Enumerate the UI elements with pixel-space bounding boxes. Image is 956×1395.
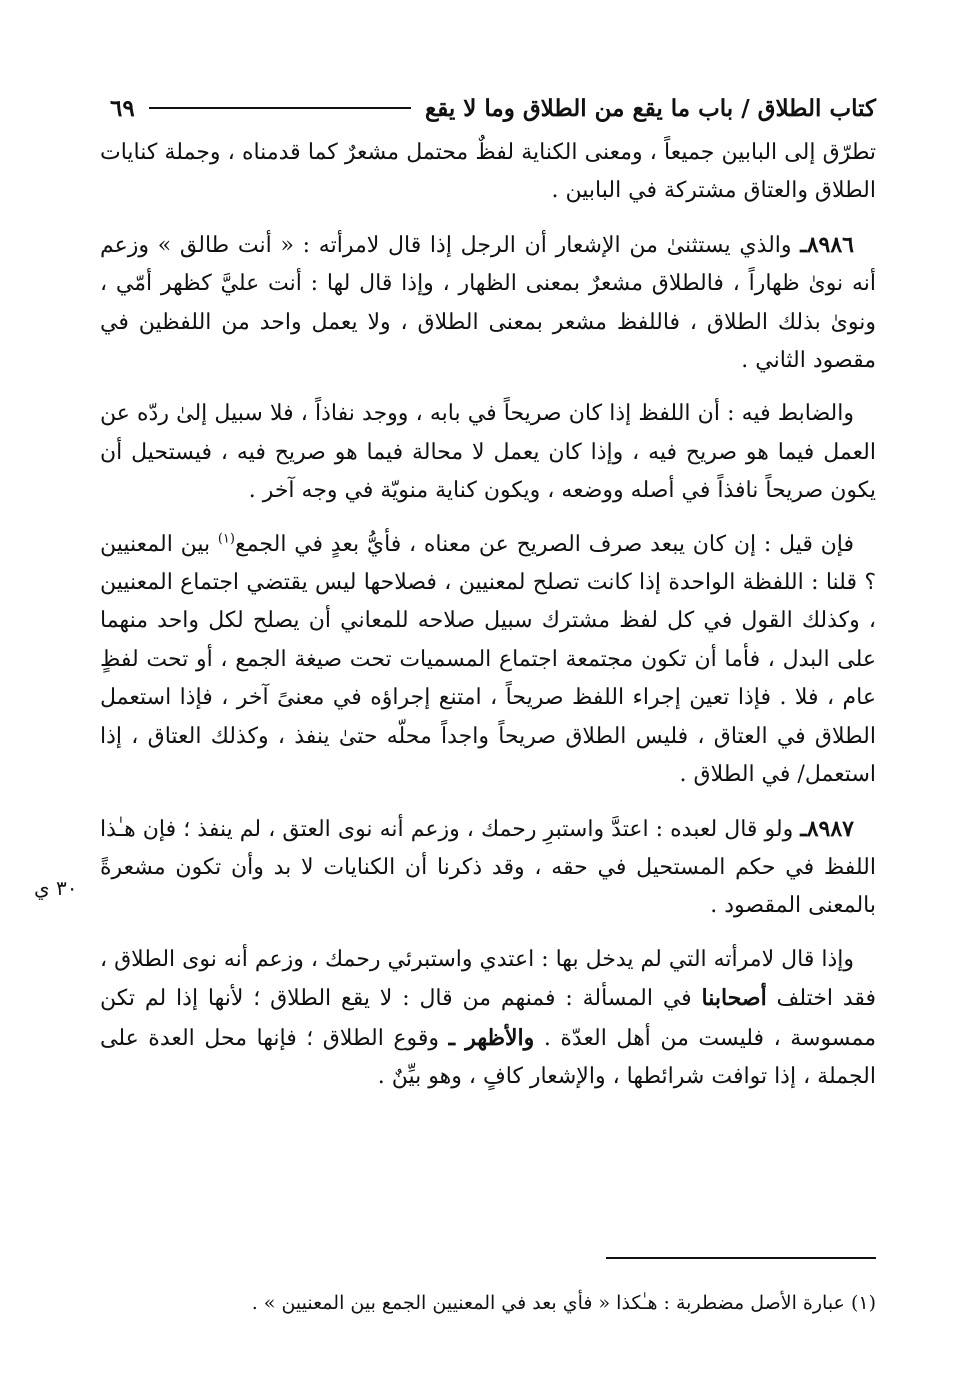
paragraph-text: تطرّق إلى البابين جميعاً ، ومعنى الكناية لفظٌ محتمل مشعرٌ كما قدمناه ، وجملة كنايات الطلاق والعتاق مشتركة في البابين . bbox=[100, 140, 876, 204]
footnote-separator bbox=[606, 1257, 876, 1259]
margin-note: ٣٠ ي bbox=[34, 876, 78, 900]
footnote-text: عبارة الأصل مضطربة : هـٰكذا « فأي بعد في المعنيين الجمع بين المعنيين » . bbox=[251, 1292, 845, 1314]
paragraph-text-end: وقوع الطلاق ؛ فإنها محل العدة على الجملة ، إذا توافت شرائطها ، والإشعار كافٍ ، وهو بيِّنٌ . bbox=[100, 1025, 876, 1089]
header-rule bbox=[149, 107, 411, 109]
paragraph-6 bbox=[100, 941, 876, 1097]
footnote bbox=[100, 1288, 876, 1318]
paragraph-4 bbox=[100, 526, 876, 795]
bold-term: والأظهر ـ bbox=[448, 1024, 535, 1051]
paragraph-8986 bbox=[100, 226, 876, 381]
section-number: ٨٩٨٦ـ bbox=[800, 231, 854, 258]
paragraph-text: ولو قال لعبده : اعتدَّ واستبرِ رحمك ، وزعم أنه نوى العتق ، لم ينفذ ؛ فإن هـٰذا اللفظ في حكم المستحيل في حقه ، وقد ذكرنا أن الكنايات لا بد وأن تكون مشعرةً بالمعنى المقصود . bbox=[100, 816, 876, 919]
page-number: ٦٩ bbox=[110, 94, 135, 122]
chapter-title: كتاب الطلاق / باب ما يقع من الطلاق وما لا يقع bbox=[424, 94, 876, 122]
paragraph-text: والضابط فيه : أن اللفظ إذا كان صريحاً في بابه ، ووجد نفاذاً ، فلا سبيل إلىٰ ردّه عن العمل فيما هو صريح فيه ، وإذا كان يعمل لا محالة فيما هو صريح فيه ، فيستحيل أن يكون صريحاً نافذاً في أصله ووضعه ، ويكون كناية منويّة في وجه آخر . bbox=[100, 401, 876, 504]
bold-term: أصحابنا bbox=[701, 985, 767, 1012]
running-header bbox=[110, 88, 876, 128]
paragraph-text-continued: بين المعنيين ؟ قلنا : اللفظة الواحدة إذا كانت تصلح لمعنيين ، فصلاحها ليس يقتضي اجتماع المعنيين ، وكذلك القول في كل لفظ مشترك سبيل صلاحه للمعاني أن يصلح لكل واحد منهما على البدل ، فأما أن تكون مجتمعة اجتماع المسميات تحت صيغة الجمع ، أو تحت لفظٍ عام ، فلا . فإذا تعين إجراء اللفظ صريحاً ، امتنع إجراؤه في معنىً آخر ، فإذا استعمل الطلاق في العتاق ، فليس الطلاق صريحاً واجداً محلّه حتىٰ ينفذ ، وكذلك العتاق ، إذا استعمل/ في الطلاق . bbox=[100, 531, 876, 788]
paragraph-text-continued: في المسألة : فمنهم من قال : لا يقع الطلاق ؛ لأنها إذا لم تكن ممسوسة ، فليست من أهل العدّة . bbox=[100, 986, 876, 1051]
paragraph-3 bbox=[100, 395, 876, 510]
page-body bbox=[100, 134, 876, 1111]
footnote-reference[interactable]: (١) bbox=[217, 531, 235, 547]
paragraph-8987 bbox=[100, 810, 876, 926]
section-number: ٨٩٨٧ـ bbox=[800, 815, 854, 842]
paragraph-text: والذي يستثنىٰ من الإشعار أن الرجل إذا قال لامرأته : « أنت طالق » وزعم أنه نوىٰ ظهاراً ، فالطلاق مشعرٌ بمعنى الظهار ، وإذا قال لها : أنت عليَّ كظهر أمّي ، ونوىٰ بذلك الطلاق ، فاللفظ مشعر بمعنى الطلاق ، ولا يعمل واحد من اللفظين في مقصود الثاني . bbox=[100, 232, 876, 374]
paragraph-text: فإن قيل : إن كان يبعد صرف الصريح عن معناه ، فأيُّ بعدٍ في الجمع bbox=[234, 531, 854, 557]
footnote-number: (١) bbox=[850, 1292, 876, 1314]
paragraph-1 bbox=[100, 134, 876, 211]
paragraph-text: وإذا قال لامرأته التي لم يدخل بها : اعتدي واستبرئي رحمك ، وزعم أنه نوى الطلاق ، فقد اختلف bbox=[100, 946, 876, 1012]
